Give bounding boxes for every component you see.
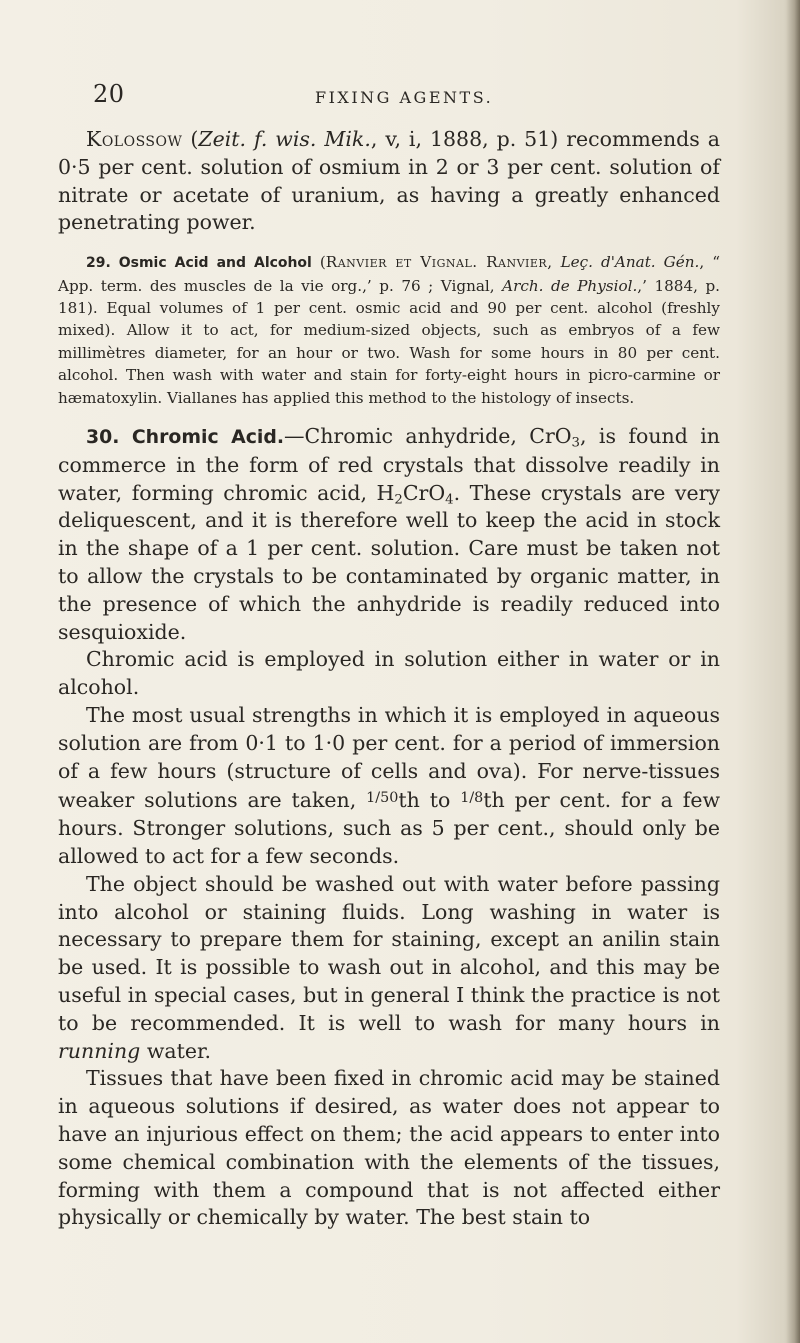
paragraph-kolossow: [58, 126, 720, 237]
author-name: Kolossow: [86, 127, 183, 151]
emphasis: running: [58, 1038, 141, 1063]
paragraph-washing: [58, 871, 720, 1066]
page-header: [93, 80, 723, 110]
text-segment: ,’ 1884, p. 181). Equal volumes of 1 per cent. osmic acid and 90 per cent. alcohol (freshly mixed). Allow it to act, for medium-sized objects, such as embryos of a few millimètres diameter, for an hour or two. Wash for some hours in 80 per cent. alcohol. Then wash with water and stain for forty-eight hours in picro-carmine or hæmatoxylin. Viallanes has applied this method to the histology of insects.: [58, 276, 721, 407]
text-segment: , “ App. term. des muscles de la vie org.,’ p. 76 ; Vignal,: [58, 253, 720, 295]
section-heading: 29. Osmic Acid and Alcohol: [86, 255, 312, 272]
text-segment: , is found in commerce in the form of red crystals that dissolve readily in water, forming chromic acid, H: [58, 424, 721, 505]
subscript: 3: [571, 435, 581, 451]
text-segment: (: [182, 127, 199, 151]
text-segment: . These crystals are very deliquescent, and it is therefore well to keep the acid in stock in the shape of a 1 per cent. solution. Care must be taken not to allow the crystals to be contaminated by organic matter, in the presence of which the anhydride is readily reduced into sesquioxide.: [58, 480, 720, 644]
page-number: 20: [93, 80, 125, 108]
running-title: FIXING AGENTS.: [315, 88, 494, 107]
text-segment: (: [311, 253, 326, 272]
citation-title: Zeit. f. wis. Mik.: [198, 127, 371, 151]
subscript: 2: [394, 491, 403, 507]
text-segment: water.: [140, 1038, 212, 1063]
text-segment: The most usual strengths in which it is employed in aqueous solution are from 0·1 to 1·0 per cent. for a period of immersion of a few hours (structure of cells and ova). For nerve-tissues weaker solutions are taken,: [58, 703, 720, 813]
text-segment: —Chromic anhydride, CrO: [284, 424, 572, 449]
page-text: [58, 126, 720, 1232]
paragraph-solution: Chromic acid is employed in solution either in water or in alcohol.: [58, 647, 720, 700]
text-segment: th to: [398, 788, 461, 813]
section-heading: 30. Chromic Acid.: [86, 426, 285, 449]
page-edge: [786, 0, 800, 1343]
text-segment: The object should be washed out with water before passing into alcohol or staining fluids. Long washing in water is necessary to prepare them for staining, except an anilin stain be used. It is possible to wash out in alcohol, and this may be useful in special cases, but in general I think the practice is not to be recommended. It is well to wash for many hours in: [58, 871, 720, 1035]
text-segment: [553, 253, 561, 271]
text-segment: th per cent. for a few hours. Stronger solutions, such as 5 per cent., should only be allowed to act for a few seconds.: [58, 788, 720, 868]
paragraph-osmic-acid-alcohol: [58, 251, 720, 409]
paragraph-chromic-acid: [58, 423, 720, 646]
fraction: 1/8: [460, 790, 484, 807]
citation-title: Leç. d'Anat. Gén.: [560, 253, 700, 272]
fraction: 1/50: [366, 790, 399, 807]
paragraph-staining: Tissues that have been fixed in chromic acid may be stained in aqueous solutions if desired, as water does not appear to have an injurious effect on them; the acid appears to enter into some chemical combination with the elements of the tissues, forming with them a compound that is not affected either physically or chemically by water. The best stain to: [58, 1066, 720, 1230]
text-segment: CrO: [402, 480, 446, 505]
text-segment: , v, i, 1888, p. 51) recommends a 0·5 per cent. solution of osmium in 2 or 3 per cent. solution of nitrate or acetate of uranium, as having a greatly enhanced penetrating power.: [58, 127, 720, 235]
citation-title: Arch. de Physiol.: [502, 276, 638, 295]
subscript: 4: [445, 491, 454, 507]
paragraph-strengths: [58, 702, 720, 871]
author-names: Ranvier et Vignal. Ranvier,: [325, 253, 553, 272]
